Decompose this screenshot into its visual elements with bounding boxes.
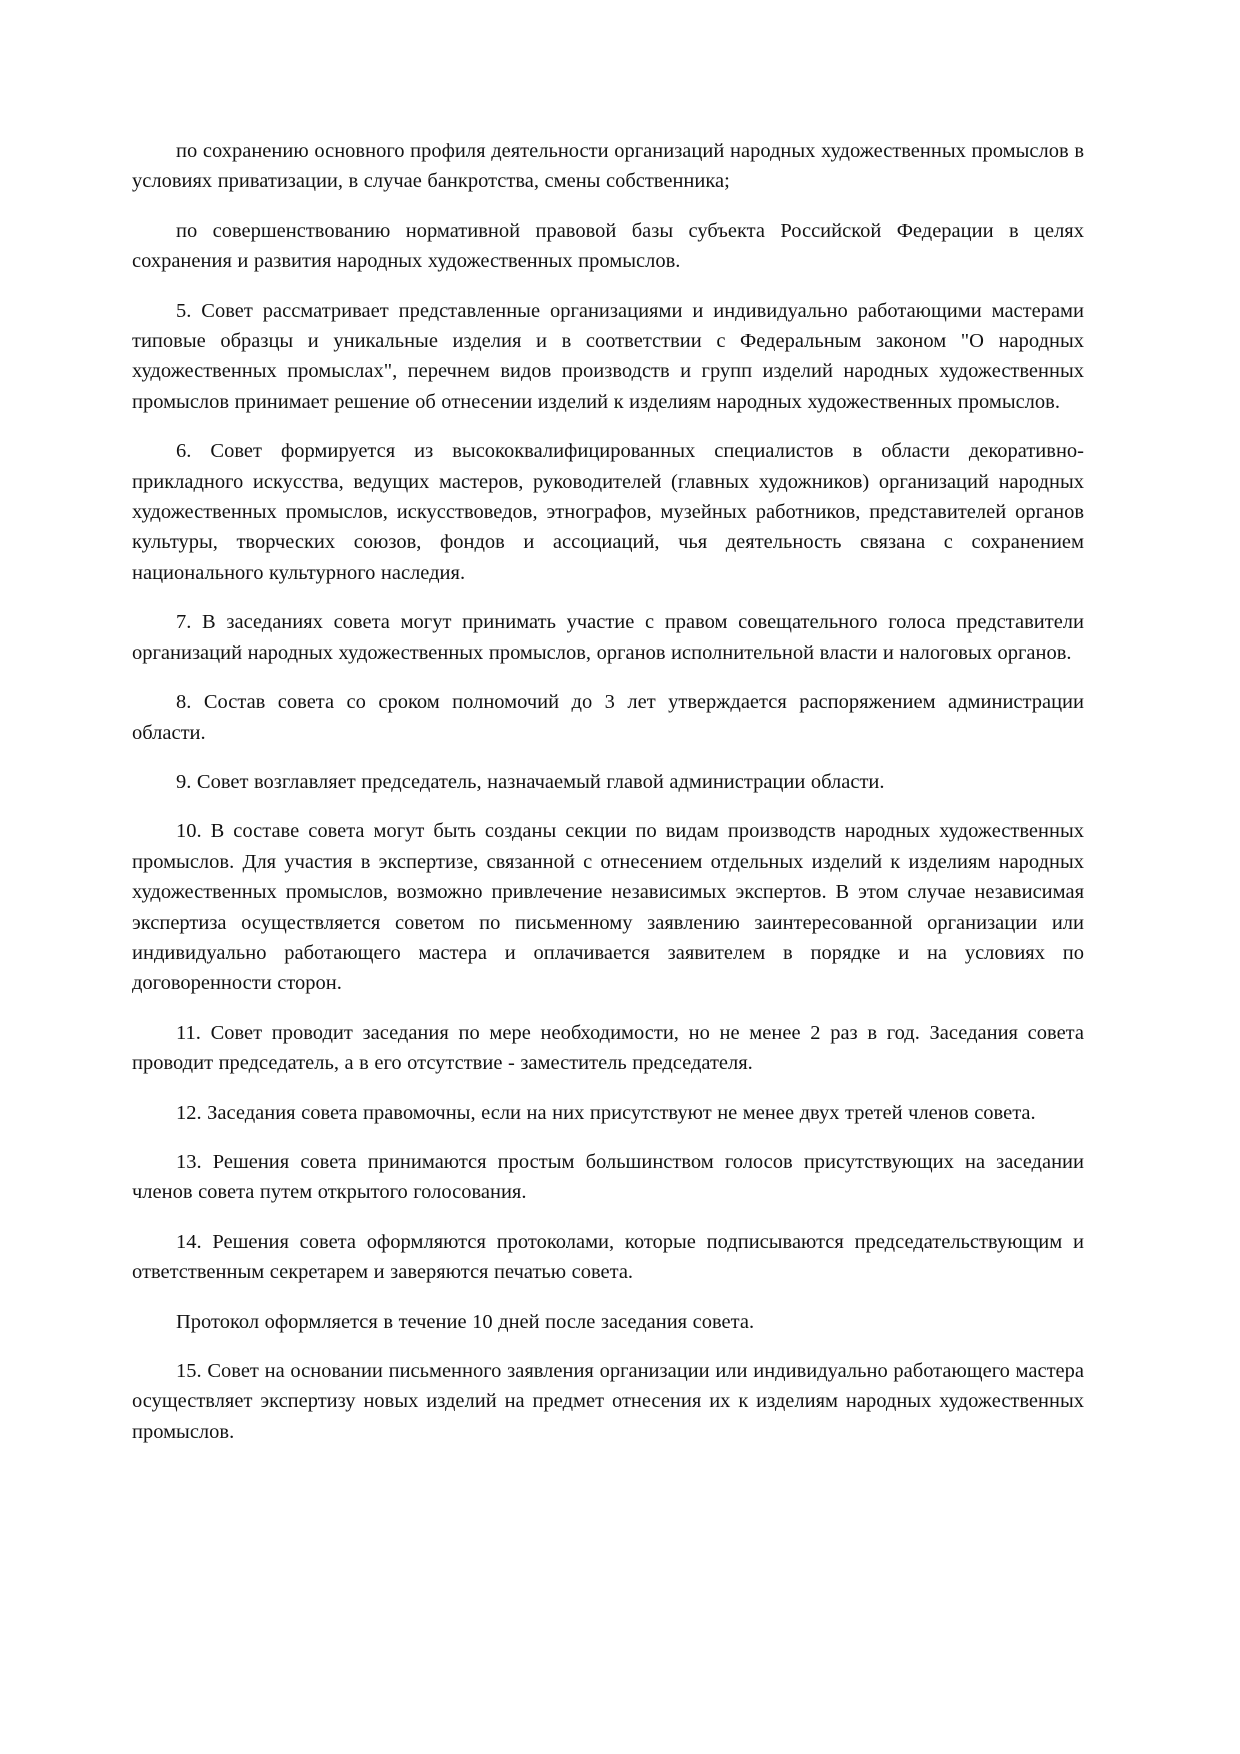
paragraph-item-6: 6. Совет формируется из высококвалифицированных специалистов в области декоративно-прикладного искусства, ведущих мастеров, руководителей (главных художников) организаций народных художественных промыслов, искусствоведов, этнографов, музейных работников, представителей органов культуры, творческих союзов, фондов и ассоциаций, чья деятельность связана с сохранением национального культурного наследия. — [132, 440, 1084, 584]
paragraph-clause-protocol-term: Протокол оформляется в течение 10 дней после заседания совета. — [176, 1310, 755, 1333]
paragraph-item-7: 7. В заседаниях совета могут принимать участие с правом совещательного голоса представители организаций народных художественных промыслов, органов исполнительной власти и налоговых органов. — [132, 611, 1084, 664]
paragraph-clause-preservation-profile: по сохранению основного профиля деятельности организаций народных художественных промыслов в условиях приватизации, в случае банкротства, смены собственника; — [132, 140, 1084, 193]
paragraph-item-5: 5. Совет рассматривает представленные организациями и индивидуально работающими мастерами типовые образцы и уникальные изделия и в соответствии с Федеральным законом "О народных художественных промыслах", перечнем видов производств и групп изделий народных художественных промыслов принимает решение об отнесении изделий к изделиям народных художественных промыслов. — [132, 299, 1084, 413]
paragraph-item-10: 10. В составе совета могут быть созданы секции по видам производств народных художественных промыслов. Для участия в экспертизе, связанной с отнесением отдельных изделий к изделиям народных художественных промыслов, возможно привлечение независимых экспертов. В этом случае независимая экспертиза осуществляется советом по письменному заявлению заинтересованной организации или индивидуально работающего мастера и оплачивается заявителем в порядке и на условиях по договоренности сторон. — [132, 820, 1084, 995]
paragraph-clause-legal-framework: по совершенствованию нормативной правовой базы субъекта Российской Федерации в целях сохранения и развития народных художественных промыслов. — [132, 219, 1084, 273]
paragraph-item-14: 14. Решения совета оформляются протоколами, которые подписываются председательствующим и ответственным секретарем и заверяются печатью совета. — [132, 1230, 1084, 1284]
paragraph-item-8: 8. Состав совета со сроком полномочий до 3 лет утверждается распоряжением администрации области. — [132, 691, 1084, 744]
paragraph-item-9: 9. Совет возглавляет председатель, назначаемый главой администрации области. — [176, 770, 885, 793]
paragraph-item-11: 11. Совет проводит заседания по мере необходимости, но не менее 2 раз в год. Заседания совета проводит председатель, а в его отсутствие - заместитель председателя. — [132, 1021, 1084, 1075]
document-body — [132, 136, 1084, 1447]
paragraph-item-13: 13. Решения совета принимаются простым большинством голосов присутствующих на заседании членов совета путем открытого голосования. — [132, 1150, 1084, 1204]
paragraph-item-12: 12. Заседания совета правомочны, если на них присутствуют не менее двух третей членов совета. — [176, 1101, 1036, 1124]
paragraph-item-15: 15. Совет на основании письменного заявления организации или индивидуально работающего мастера осуществляет экспертизу новых изделий на предмет отнесения их к изделиям народных художественных промыслов. — [132, 1360, 1084, 1443]
